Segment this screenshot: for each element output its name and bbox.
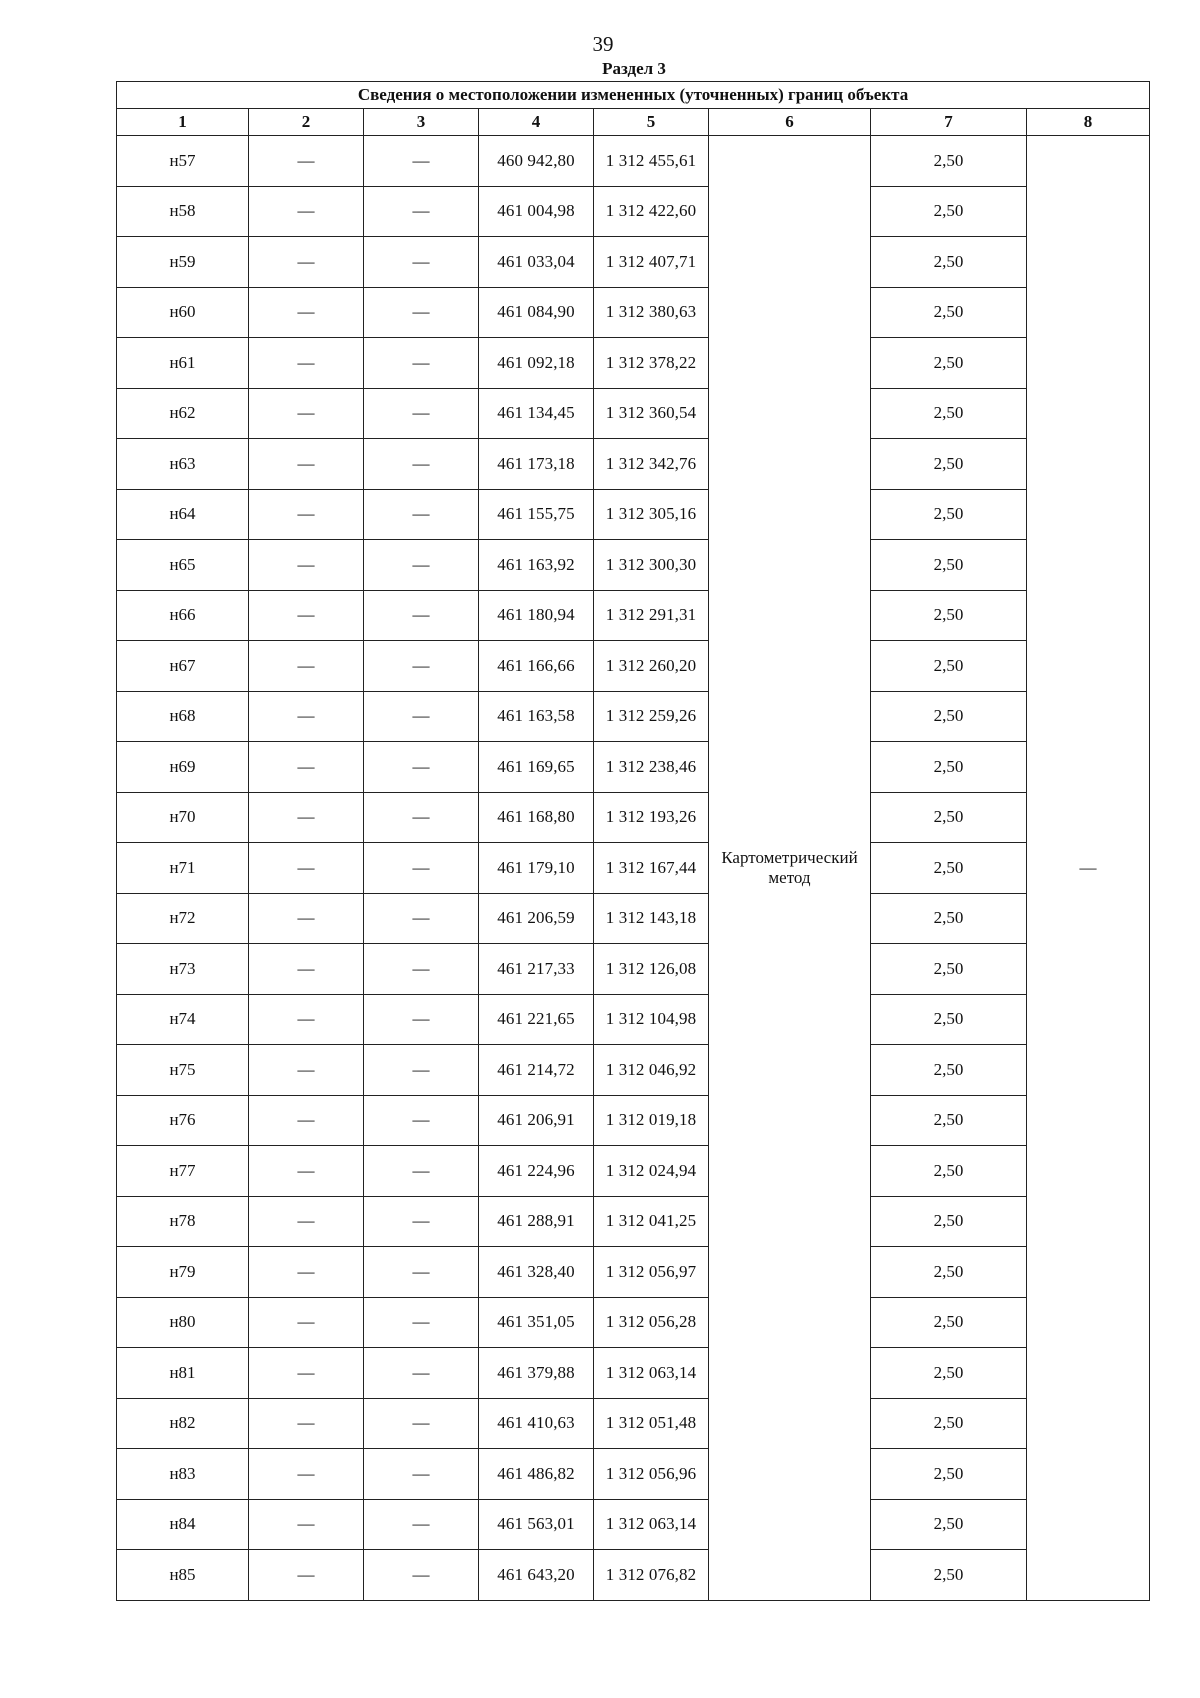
col3-cell: — [364,1348,479,1399]
col3-cell: — [364,742,479,793]
y-coordinate-cell: 1 312 260,20 [594,641,709,692]
accuracy-cell: 2,50 [871,742,1027,793]
point-id-cell: н85 [117,1550,249,1601]
col3-cell: — [364,944,479,995]
col2-cell: — [249,439,364,490]
x-coordinate-cell: 461 169,65 [479,742,594,793]
x-coordinate-cell: 461 486,82 [479,1449,594,1500]
col2-cell: — [249,1247,364,1298]
y-coordinate-cell: 1 312 193,26 [594,792,709,843]
point-id-cell: н72 [117,893,249,944]
x-coordinate-cell: 461 214,72 [479,1045,594,1096]
accuracy-cell: 2,50 [871,590,1027,641]
point-id-cell: н60 [117,287,249,338]
y-coordinate-cell: 1 312 019,18 [594,1095,709,1146]
point-id-cell: н74 [117,994,249,1045]
point-id-cell: н61 [117,338,249,389]
table-row [117,489,1150,540]
table-row [117,338,1150,389]
column-number: 7 [871,109,1027,136]
x-coordinate-cell: 461 163,58 [479,691,594,742]
y-coordinate-cell: 1 312 342,76 [594,439,709,490]
col3-cell: — [364,186,479,237]
point-id-cell: н77 [117,1146,249,1197]
col2-cell: — [249,1348,364,1399]
x-coordinate-cell: 461 155,75 [479,489,594,540]
table-row [117,742,1150,793]
point-id-cell: н82 [117,1398,249,1449]
accuracy-cell: 2,50 [871,1146,1027,1197]
table-row [117,1297,1150,1348]
accuracy-cell: 2,50 [871,540,1027,591]
point-id-cell: н75 [117,1045,249,1096]
col3-cell: — [364,843,479,894]
y-coordinate-cell: 1 312 259,26 [594,691,709,742]
table-row [117,1095,1150,1146]
point-id-cell: н78 [117,1196,249,1247]
table-row [117,1196,1150,1247]
section-title: Раздел 3 [602,59,666,78]
col2-cell: — [249,1045,364,1096]
y-coordinate-cell: 1 312 305,16 [594,489,709,540]
point-id-cell: н68 [117,691,249,742]
col3-cell: — [364,388,479,439]
col3-cell: — [364,893,479,944]
accuracy-cell: 2,50 [871,1095,1027,1146]
accuracy-cell: 2,50 [871,1499,1027,1550]
accuracy-cell: 2,50 [871,287,1027,338]
x-coordinate-cell: 461 168,80 [479,792,594,843]
y-coordinate-cell: 1 312 063,14 [594,1348,709,1399]
accuracy-cell: 2,50 [871,641,1027,692]
table-row [117,893,1150,944]
y-coordinate-cell: 1 312 407,71 [594,237,709,288]
accuracy-cell: 2,50 [871,186,1027,237]
y-coordinate-cell: 1 312 455,61 [594,136,709,187]
table-title-row [117,82,1150,109]
point-id-cell: н62 [117,388,249,439]
col2-cell: — [249,1196,364,1247]
col2-cell: — [249,186,364,237]
col2-cell: — [249,338,364,389]
col2-cell: — [249,792,364,843]
col2-cell: — [249,843,364,894]
accuracy-cell: 2,50 [871,893,1027,944]
point-id-cell: н69 [117,742,249,793]
col3-cell: — [364,540,479,591]
col3-cell: — [364,792,479,843]
col2-cell: — [249,590,364,641]
page-number: 39 [592,32,614,56]
y-coordinate-cell: 1 312 104,98 [594,994,709,1045]
table-row [117,641,1150,692]
x-coordinate-cell: 461 166,66 [479,641,594,692]
point-id-cell: н66 [117,590,249,641]
col3-cell: — [364,489,479,540]
y-coordinate-cell: 1 312 360,54 [594,388,709,439]
accuracy-cell: 2,50 [871,1045,1027,1096]
x-coordinate-cell: 461 410,63 [479,1398,594,1449]
col3-cell: — [364,136,479,187]
col3-cell: — [364,1499,479,1550]
table-row [117,540,1150,591]
table-row [117,1398,1150,1449]
x-coordinate-cell: 461 163,92 [479,540,594,591]
accuracy-cell: 2,50 [871,1348,1027,1399]
col8-cell: — [1027,136,1150,1601]
accuracy-cell: 2,50 [871,338,1027,389]
point-id-cell: н59 [117,237,249,288]
accuracy-cell: 2,50 [871,136,1027,187]
y-coordinate-cell: 1 312 291,31 [594,590,709,641]
col3-cell: — [364,1449,479,1500]
table-row [117,944,1150,995]
col2-cell: — [249,1550,364,1601]
boundary-coordinates-table [116,81,1150,1601]
y-coordinate-cell: 1 312 063,14 [594,1499,709,1550]
col3-cell: — [364,691,479,742]
accuracy-cell: 2,50 [871,1247,1027,1298]
x-coordinate-cell: 461 351,05 [479,1297,594,1348]
point-id-cell: н84 [117,1499,249,1550]
point-id-cell: н79 [117,1247,249,1298]
col2-cell: — [249,136,364,187]
col3-cell: — [364,439,479,490]
col2-cell: — [249,641,364,692]
col2-cell: — [249,742,364,793]
y-coordinate-cell: 1 312 143,18 [594,893,709,944]
x-coordinate-cell: 461 206,91 [479,1095,594,1146]
table-row [117,287,1150,338]
x-coordinate-cell: 461 173,18 [479,439,594,490]
x-coordinate-cell: 461 092,18 [479,338,594,389]
col2-cell: — [249,1095,364,1146]
col3-cell: — [364,641,479,692]
col3-cell: — [364,1146,479,1197]
y-coordinate-cell: 1 312 380,63 [594,287,709,338]
y-coordinate-cell: 1 312 041,25 [594,1196,709,1247]
column-number: 2 [249,109,364,136]
column-number: 1 [117,109,249,136]
y-coordinate-cell: 1 312 167,44 [594,843,709,894]
col2-cell: — [249,489,364,540]
column-number-row [117,109,1150,136]
accuracy-cell: 2,50 [871,489,1027,540]
col3-cell: — [364,1045,479,1096]
col3-cell: — [364,1196,479,1247]
table-row [117,1550,1150,1601]
accuracy-cell: 2,50 [871,792,1027,843]
y-coordinate-cell: 1 312 056,97 [594,1247,709,1298]
point-id-cell: н67 [117,641,249,692]
accuracy-cell: 2,50 [871,1398,1027,1449]
table-row [117,792,1150,843]
col2-cell: — [249,1146,364,1197]
x-coordinate-cell: 461 328,40 [479,1247,594,1298]
y-coordinate-cell: 1 312 056,28 [594,1297,709,1348]
col2-cell: — [249,1297,364,1348]
column-number: 3 [364,109,479,136]
accuracy-cell: 2,50 [871,237,1027,288]
col3-cell: — [364,338,479,389]
accuracy-cell: 2,50 [871,994,1027,1045]
y-coordinate-cell: 1 312 024,94 [594,1146,709,1197]
col3-cell: — [364,1095,479,1146]
point-id-cell: н76 [117,1095,249,1146]
accuracy-cell: 2,50 [871,944,1027,995]
point-id-cell: н83 [117,1449,249,1500]
accuracy-cell: 2,50 [871,691,1027,742]
col3-cell: — [364,1297,479,1348]
y-coordinate-cell: 1 312 126,08 [594,944,709,995]
col2-cell: — [249,388,364,439]
col3-cell: — [364,237,479,288]
accuracy-cell: 2,50 [871,439,1027,490]
x-coordinate-cell: 461 033,04 [479,237,594,288]
col2-cell: — [249,1499,364,1550]
point-id-cell: н81 [117,1348,249,1399]
table-row [117,1045,1150,1096]
table-row [117,439,1150,490]
col2-cell: — [249,994,364,1045]
y-coordinate-cell: 1 312 422,60 [594,186,709,237]
point-id-cell: н70 [117,792,249,843]
table-row [117,237,1150,288]
accuracy-cell: 2,50 [871,1550,1027,1601]
accuracy-cell: 2,50 [871,843,1027,894]
col3-cell: — [364,1398,479,1449]
point-id-cell: н58 [117,186,249,237]
table-row [117,1348,1150,1399]
x-coordinate-cell: 461 563,01 [479,1499,594,1550]
x-coordinate-cell: 460 942,80 [479,136,594,187]
x-coordinate-cell: 461 134,45 [479,388,594,439]
x-coordinate-cell: 461 643,20 [479,1550,594,1601]
table-row [117,1247,1150,1298]
accuracy-cell: 2,50 [871,388,1027,439]
y-coordinate-cell: 1 312 238,46 [594,742,709,793]
y-coordinate-cell: 1 312 046,92 [594,1045,709,1096]
y-coordinate-cell: 1 312 300,30 [594,540,709,591]
y-coordinate-cell: 1 312 378,22 [594,338,709,389]
col2-cell: — [249,237,364,288]
column-number: 5 [594,109,709,136]
point-id-cell: н63 [117,439,249,490]
x-coordinate-cell: 461 288,91 [479,1196,594,1247]
point-id-cell: н64 [117,489,249,540]
col2-cell: — [249,893,364,944]
y-coordinate-cell: 1 312 076,82 [594,1550,709,1601]
accuracy-cell: 2,50 [871,1449,1027,1500]
y-coordinate-cell: 1 312 056,96 [594,1449,709,1500]
col2-cell: — [249,287,364,338]
col2-cell: — [249,944,364,995]
col3-cell: — [364,1247,479,1298]
column-number: 6 [709,109,871,136]
x-coordinate-cell: 461 084,90 [479,287,594,338]
x-coordinate-cell: 461 224,96 [479,1146,594,1197]
table-row [117,186,1150,237]
x-coordinate-cell: 461 004,98 [479,186,594,237]
col2-cell: — [249,1449,364,1500]
point-id-cell: н65 [117,540,249,591]
table-row [117,843,1150,894]
point-id-cell: н80 [117,1297,249,1348]
point-id-cell: н73 [117,944,249,995]
table-row [117,994,1150,1045]
table-row [117,388,1150,439]
column-number: 8 [1027,109,1150,136]
x-coordinate-cell: 461 217,33 [479,944,594,995]
table-row [117,1499,1150,1550]
table-row [117,1146,1150,1197]
col3-cell: — [364,994,479,1045]
table-row [117,590,1150,641]
col3-cell: — [364,590,479,641]
column-number: 4 [479,109,594,136]
accuracy-cell: 2,50 [871,1196,1027,1247]
table-row [117,136,1150,187]
table-title: Сведения о местоположении измененных (уточненных) границ объекта [117,82,1150,109]
x-coordinate-cell: 461 179,10 [479,843,594,894]
x-coordinate-cell: 461 221,65 [479,994,594,1045]
table-row [117,1449,1150,1500]
col3-cell: — [364,1550,479,1601]
table-body [117,136,1150,1601]
point-id-cell: н57 [117,136,249,187]
point-id-cell: н71 [117,843,249,894]
method-cell: Картометрический метод [709,136,871,1601]
table-row [117,691,1150,742]
col2-cell: — [249,540,364,591]
x-coordinate-cell: 461 180,94 [479,590,594,641]
x-coordinate-cell: 461 206,59 [479,893,594,944]
col2-cell: — [249,691,364,742]
x-coordinate-cell: 461 379,88 [479,1348,594,1399]
accuracy-cell: 2,50 [871,1297,1027,1348]
col2-cell: — [249,1398,364,1449]
y-coordinate-cell: 1 312 051,48 [594,1398,709,1449]
col3-cell: — [364,287,479,338]
